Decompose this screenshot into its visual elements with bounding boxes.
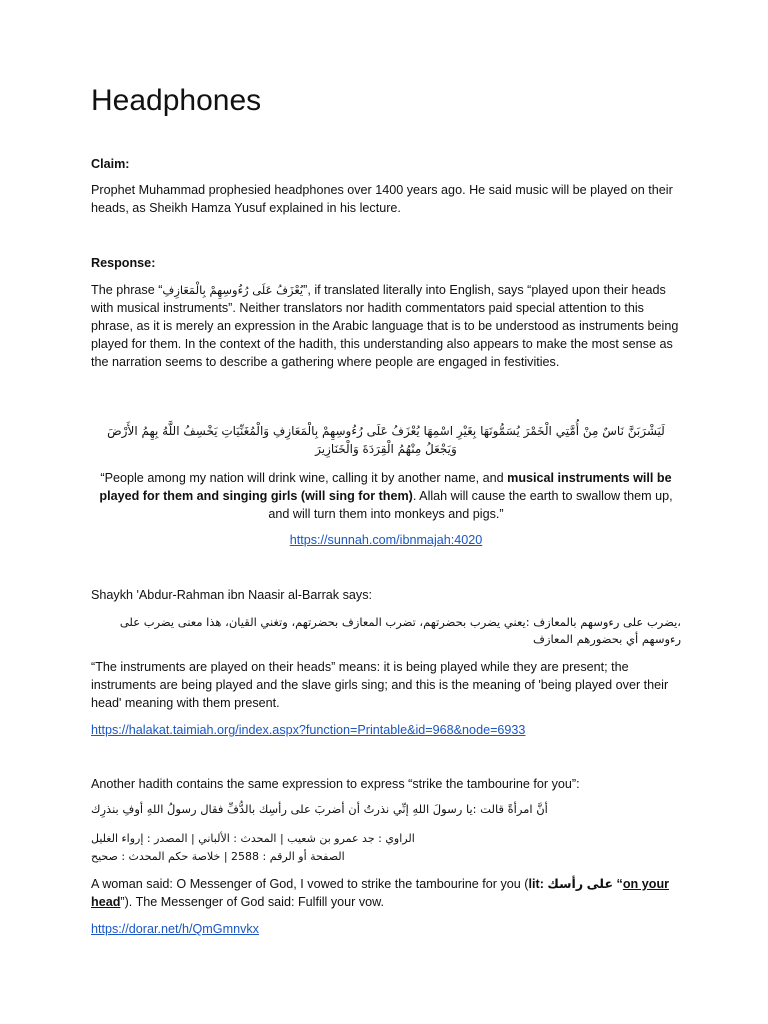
barrak-english: “The instruments are played on their heads” means: it is being played while they are present; the instruments are being played and the slave girls sing; and this is the meaning of 'being played over their head' meaning with them present. — [91, 660, 669, 710]
tambourine-on-your-head: on your head — [91, 877, 670, 909]
tambourine-english-start: A woman said: O Messenger of God, I vowed to strike the tambourine for you ( — [91, 877, 529, 891]
response-text-start: The phrase “ — [91, 283, 163, 297]
tambourine-intro: Another hadith contains the same expression to express “strike the tambourine for you”: — [91, 777, 580, 791]
tambourine-english — [91, 875, 681, 911]
response-paragraph — [91, 281, 681, 371]
arabic-phrase: يُعْزَفُ عَلَى رُءُوسِهِمْ بِالْمَعَازِفِ — [162, 283, 304, 297]
sunnah-link-line — [91, 531, 681, 549]
claim-heading: Claim: — [91, 157, 130, 171]
taimiah-link-line — [91, 721, 681, 739]
narrator-line: الراوي : جد عمرو بن شعيب | المحدث : الألباني | المصدر : إرواء الغليل — [91, 832, 415, 845]
hadith-translation-end: . Allah will cause the earth to swallow them up, and will turn them into monkeys and pigs.” — [268, 489, 673, 521]
sunnah-link[interactable]: https://sunnah.com/ibnmajah:4020 — [289, 533, 483, 547]
claim-text: Prophet Muhammad prophesied headphones over 1400 years ago. He said music will be played on their heads, as Sheikh Hamza Yusuf explained in his lecture. — [91, 183, 673, 215]
dorar-link[interactable]: https://dorar.net/h/QmGmnvkx — [91, 922, 259, 936]
grade-line: الصفحة أو الرقم : 2588 | خلاصة حكم المحدث : صحيح — [91, 850, 345, 863]
hadith-arabic: لَيَشْرَبَنَّ نَاسٌ مِنْ أُمَّتِي الْخَمْرَ يُسَمُّونَهَا بِغَيْرِ اسْمِهَا يُعْزَفُ عَلَى رُءُوسِهِمْ بِالْمَعَازِفِ وَالْمُغَنِّيَاتِ يَخْسِفُ اللَّهُ بِهِمُ الأَرْضَ وَيَجْعَلُ مِنْهُمُ الْقِرَدَةَ وَالْخَنَازِيرَ — [107, 424, 665, 456]
response-heading: Response: — [91, 256, 156, 270]
barrak-intro: Shaykh 'Abdur-Rahman ibn Naasir al-Barrak says: — [91, 588, 372, 602]
hadith-translation — [91, 469, 681, 523]
response-text-rest: ”, if translated literally into English, says “played upon their heads with musical instruments”. Neither translators nor hadith commentators paid special attention to this phrase, as it is merely an expression in the Arabic language that is to be understood as instruments being played for them. In the context of the hadith, this understanding also appears to make the most sense as the narration seems to describe a gathering where people are engaged in festivities. — [91, 283, 679, 369]
tambourine-arabic: أنَّ امرأةً قالت :يا رسولَ اللهِ إنِّي نذرتُ أن أضربَ على رأسِك بالدُّفِّ فقال رسولُ اللهِ أوفِ بنذرِك — [91, 802, 548, 816]
taimiah-link[interactable]: https://halakat.taimiah.org/index.aspx?function=Printable&id=968&node=6933 — [91, 723, 526, 737]
barrak-arabic: ،يضرب على رءوسهم بالمعازف :يعني يضرب بحضرتهم، تضرب المعازف بحضرتهم، وتغني القيان، هذا معنى يضرب على رءوسهم أي بحضورهم المعازف — [119, 615, 681, 646]
hadith-translation-start: “People among my nation will drink wine, calling it by another name, and — [100, 471, 508, 485]
tambourine-lit: lit: على رأسك “ — [528, 877, 623, 891]
hadith-translation-bold: musical instruments will be played for them and singing girls (will sing for them) — [99, 471, 672, 503]
tambourine-english-end: ”). The Messenger of God said: Fulfill your vow. — [120, 895, 385, 909]
page-title: Headphones — [91, 84, 262, 117]
dorar-link-line — [91, 920, 681, 938]
